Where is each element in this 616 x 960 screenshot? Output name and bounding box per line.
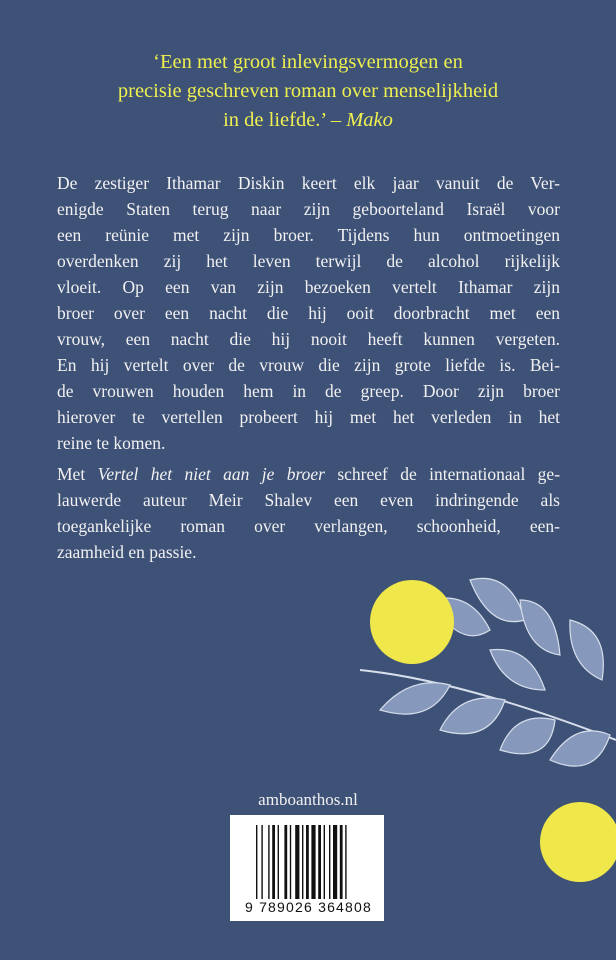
text-line: zaamheid en passie. bbox=[57, 542, 197, 562]
text-rest: schreef de internationaal ge- bbox=[337, 464, 561, 484]
text-line: vloeit. Op een van zijn bezoeken vertelt Ithamar zijn bbox=[57, 277, 560, 297]
description-paragraph-2 bbox=[57, 461, 560, 565]
lemon-icon bbox=[370, 580, 454, 664]
text-line: broer over een nacht die hij ooit doorbracht met een bbox=[57, 303, 560, 323]
publisher-website: amboanthos.nl bbox=[258, 790, 358, 809]
text-line: enigde Staten terug naar zijn geboorteland Israël voor bbox=[57, 199, 560, 219]
text-line: lauwerde auteur Meir Shalev een even indringende als bbox=[57, 490, 560, 510]
quote-line-text: in de liefde.’ bbox=[223, 109, 326, 131]
text-line: hierover te vertellen probeert hij met het verleden in het bbox=[57, 407, 560, 427]
text-prefix: Met bbox=[57, 464, 86, 484]
quote-line: precisie geschreven roman over menselijkheid bbox=[117, 80, 499, 102]
text-line: reine te komen. bbox=[57, 433, 166, 453]
text-line: overdenken zij het leven terwijl de alcohol rijkelijk bbox=[57, 251, 560, 271]
lemon-icon bbox=[540, 802, 616, 882]
quote-attribution: – Mako bbox=[330, 109, 393, 131]
text-line: De zestiger Ithamar Diskin keert elk jaar vanuit de Ver- bbox=[57, 173, 560, 193]
isbn-number: 9 789026 364808 bbox=[245, 899, 372, 915]
quote-line bbox=[0, 106, 616, 135]
description-paragraph-1 bbox=[57, 170, 560, 456]
isbn-barcode bbox=[230, 815, 384, 921]
book-title: Vertel het niet aan je broer bbox=[97, 464, 325, 484]
quote-line: ‘Een met groot inlevingsvermogen en bbox=[153, 51, 463, 73]
text-line: de vrouwen houden hem in de greep. Door zijn broer bbox=[57, 381, 560, 401]
text-line: En hij vertelt over de vrouw die zijn grote liefde is. Bei- bbox=[57, 355, 560, 375]
text-line: een reünie met zijn broer. Tijdens hun ontmoetingen bbox=[57, 225, 560, 245]
text-line: toegankelijke roman over verlangen, schoonheid, een- bbox=[57, 516, 560, 536]
review-quote bbox=[0, 48, 616, 135]
text-line bbox=[57, 461, 560, 487]
text-line: vrouw, een nacht die hij nooit heeft kunnen vergeten. bbox=[57, 329, 560, 349]
